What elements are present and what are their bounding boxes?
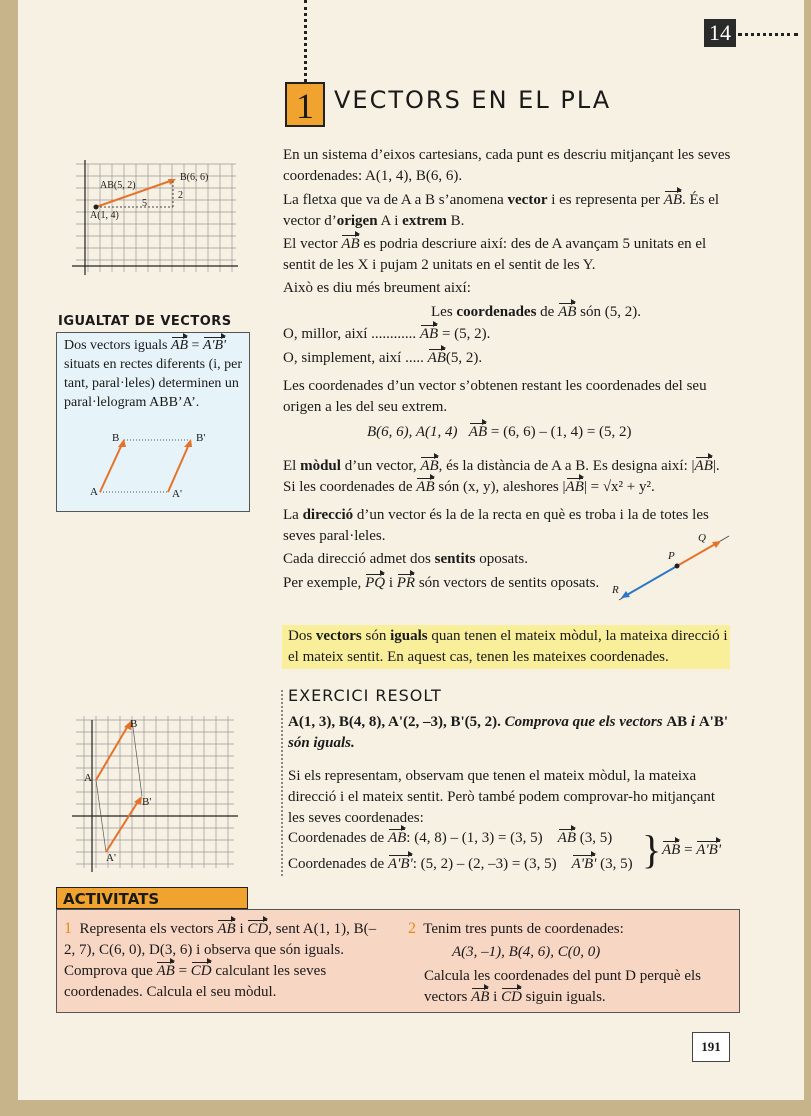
fig1-label-a: A(1, 4) — [90, 210, 119, 221]
fig1-label-ab: AB(5, 2) — [100, 180, 136, 191]
direccio-paragraph: La direcció d’un vector és la de la recta en què es troba i la de totes les seves paral·leles. — [283, 507, 709, 544]
exercise-statement: A(1, 3), B(4, 8), A'(2, –3), B'(5, 2). Comprova que els vectors AB i A'B' són iguals. — [288, 714, 729, 751]
exercise-title: EXERCICI RESOLT — [288, 686, 442, 705]
fig4-label-ap: A' — [106, 852, 116, 864]
activity-2-points: A(3, –1), B(4, 6), C(0, 0) — [452, 944, 601, 960]
activity-1: 1 Representa els vectors AB i CD, sent A(1, 1), B(–2, 7), C(6, 0), D(3, 6) i observa que són iguals. Comprova que AB = CD calculant les seves coordenades. Calcula el seu mòdul. — [64, 920, 377, 1000]
intro-paragraph-4: Això es diu més breument així: — [283, 280, 471, 296]
fig3-label-q: Q — [698, 532, 706, 544]
section-title: VECTORS EN EL PLA — [334, 86, 612, 114]
exercise-bar — [281, 690, 283, 876]
brace: } — [642, 827, 662, 872]
activity-2-question: Calcula les coordenades del punt D perquè els vectors AB i CD siguin iguals. — [424, 966, 730, 1008]
fig2-label-ap: A' — [172, 488, 182, 500]
figure-opposite-vectors — [605, 530, 735, 610]
exemple-paragraph: Per exemple, PQ i PR són vectors de sentits oposats. — [283, 573, 603, 594]
activity-2: 2 Tenim tres punts de coordenades: — [408, 920, 624, 937]
fig4-label-b: B — [130, 718, 138, 730]
activitats-header: ACTIVITATS — [56, 887, 248, 909]
igualtat-title: IGUALTAT DE VECTORS — [58, 314, 232, 329]
coordinates-line-3: O, simplement, així ..... AB(5, 2). — [283, 348, 482, 369]
fig4-label-a: A — [84, 772, 92, 784]
page-number: 191 — [692, 1032, 730, 1062]
exercise-row-2: Coordenades de A'B': (5, 2) – (2, –3) = (3, 5) A'B' (3, 5) — [288, 854, 633, 875]
figure-exercise-grid — [72, 712, 242, 872]
coordinates-example: B(6, 6), A(1, 4) AB = (6, 6) – (1, 4) = (5, 2) — [367, 422, 632, 443]
fig3-label-p: P — [668, 550, 675, 562]
fig3-label-r: R — [612, 584, 619, 596]
fig1-label-2: 2 — [178, 190, 183, 201]
intro-paragraph-3: El vector AB es podria descriure així: des de A avançam 5 unitats en el sentit de les X i pujam 2 unitats en el sentit de les Y. — [283, 236, 707, 273]
modul-paragraph: El mòdul d’un vector, AB, és la distància de A a B. Es designa així: |AB|. Si les coordenades de AB són (x, y), aleshores |AB| = √x² + y². — [283, 456, 735, 498]
coordinates-line-2: O, millor, així ............ AB = (5, 2). — [283, 324, 490, 345]
section-number: 1 — [285, 82, 325, 127]
sentits-paragraph: Cada direcció admet dos sentits oposats. — [283, 551, 528, 567]
coordinates-line-1: Les coordenades de AB són (5, 2). — [431, 302, 641, 323]
exercise-conclusion: AB = A'B' — [662, 840, 721, 861]
fig2-label-b: B — [112, 432, 120, 444]
exercise-row-1: Coordenades de AB: (4, 8) – (1, 3) = (3, 5) AB (3, 5) — [288, 828, 612, 849]
fig2-label-a: A — [90, 486, 98, 498]
intro-paragraph-1: En un sistema d’eixos cartesians, cada punt es descriu mitjançant les seves coordenades: A(1, 4), B(6, 6). — [283, 147, 731, 184]
exercise-paragraph: Si els representam, observam que tenen el mateix mòdul, la mateixa direcció i el mateix sentit. Però també podem comprovar-ho mitjançant les seves coordenades: — [288, 768, 716, 826]
fig1-label-b: B(6, 6) — [180, 172, 209, 183]
dotted-rule-vertical — [304, 0, 307, 82]
fig1-label-5: 5 — [142, 198, 147, 209]
fig4-label-bp: B' — [142, 796, 152, 808]
dotted-rule-horizontal — [738, 33, 798, 36]
intro-paragraph-2: La fletxa que va de A a B s’anomena vector i es representa per AB. És el vector d’origen A i extrem B. — [283, 192, 720, 229]
chapter-number: 14 — [704, 19, 736, 47]
intro-paragraph-8: Les coordenades d’un vector s’obtenen restant les coordenades del seu origen a les del seu extrem. — [283, 378, 707, 415]
fig2-label-bp: B' — [196, 432, 206, 444]
igualtat-text: Dos vectors iguals AB = A'B' situats en rectes diferents (i, per tant, paral·leles) determinen un paral·lelogram ABB’A’. — [64, 338, 243, 410]
definition-text: Dos vectors són iguals quan tenen el mateix mòdul, la mateixa direcció i el mateix sentit. En aquest cas, tenen les mateixes coordenades. — [288, 628, 728, 665]
